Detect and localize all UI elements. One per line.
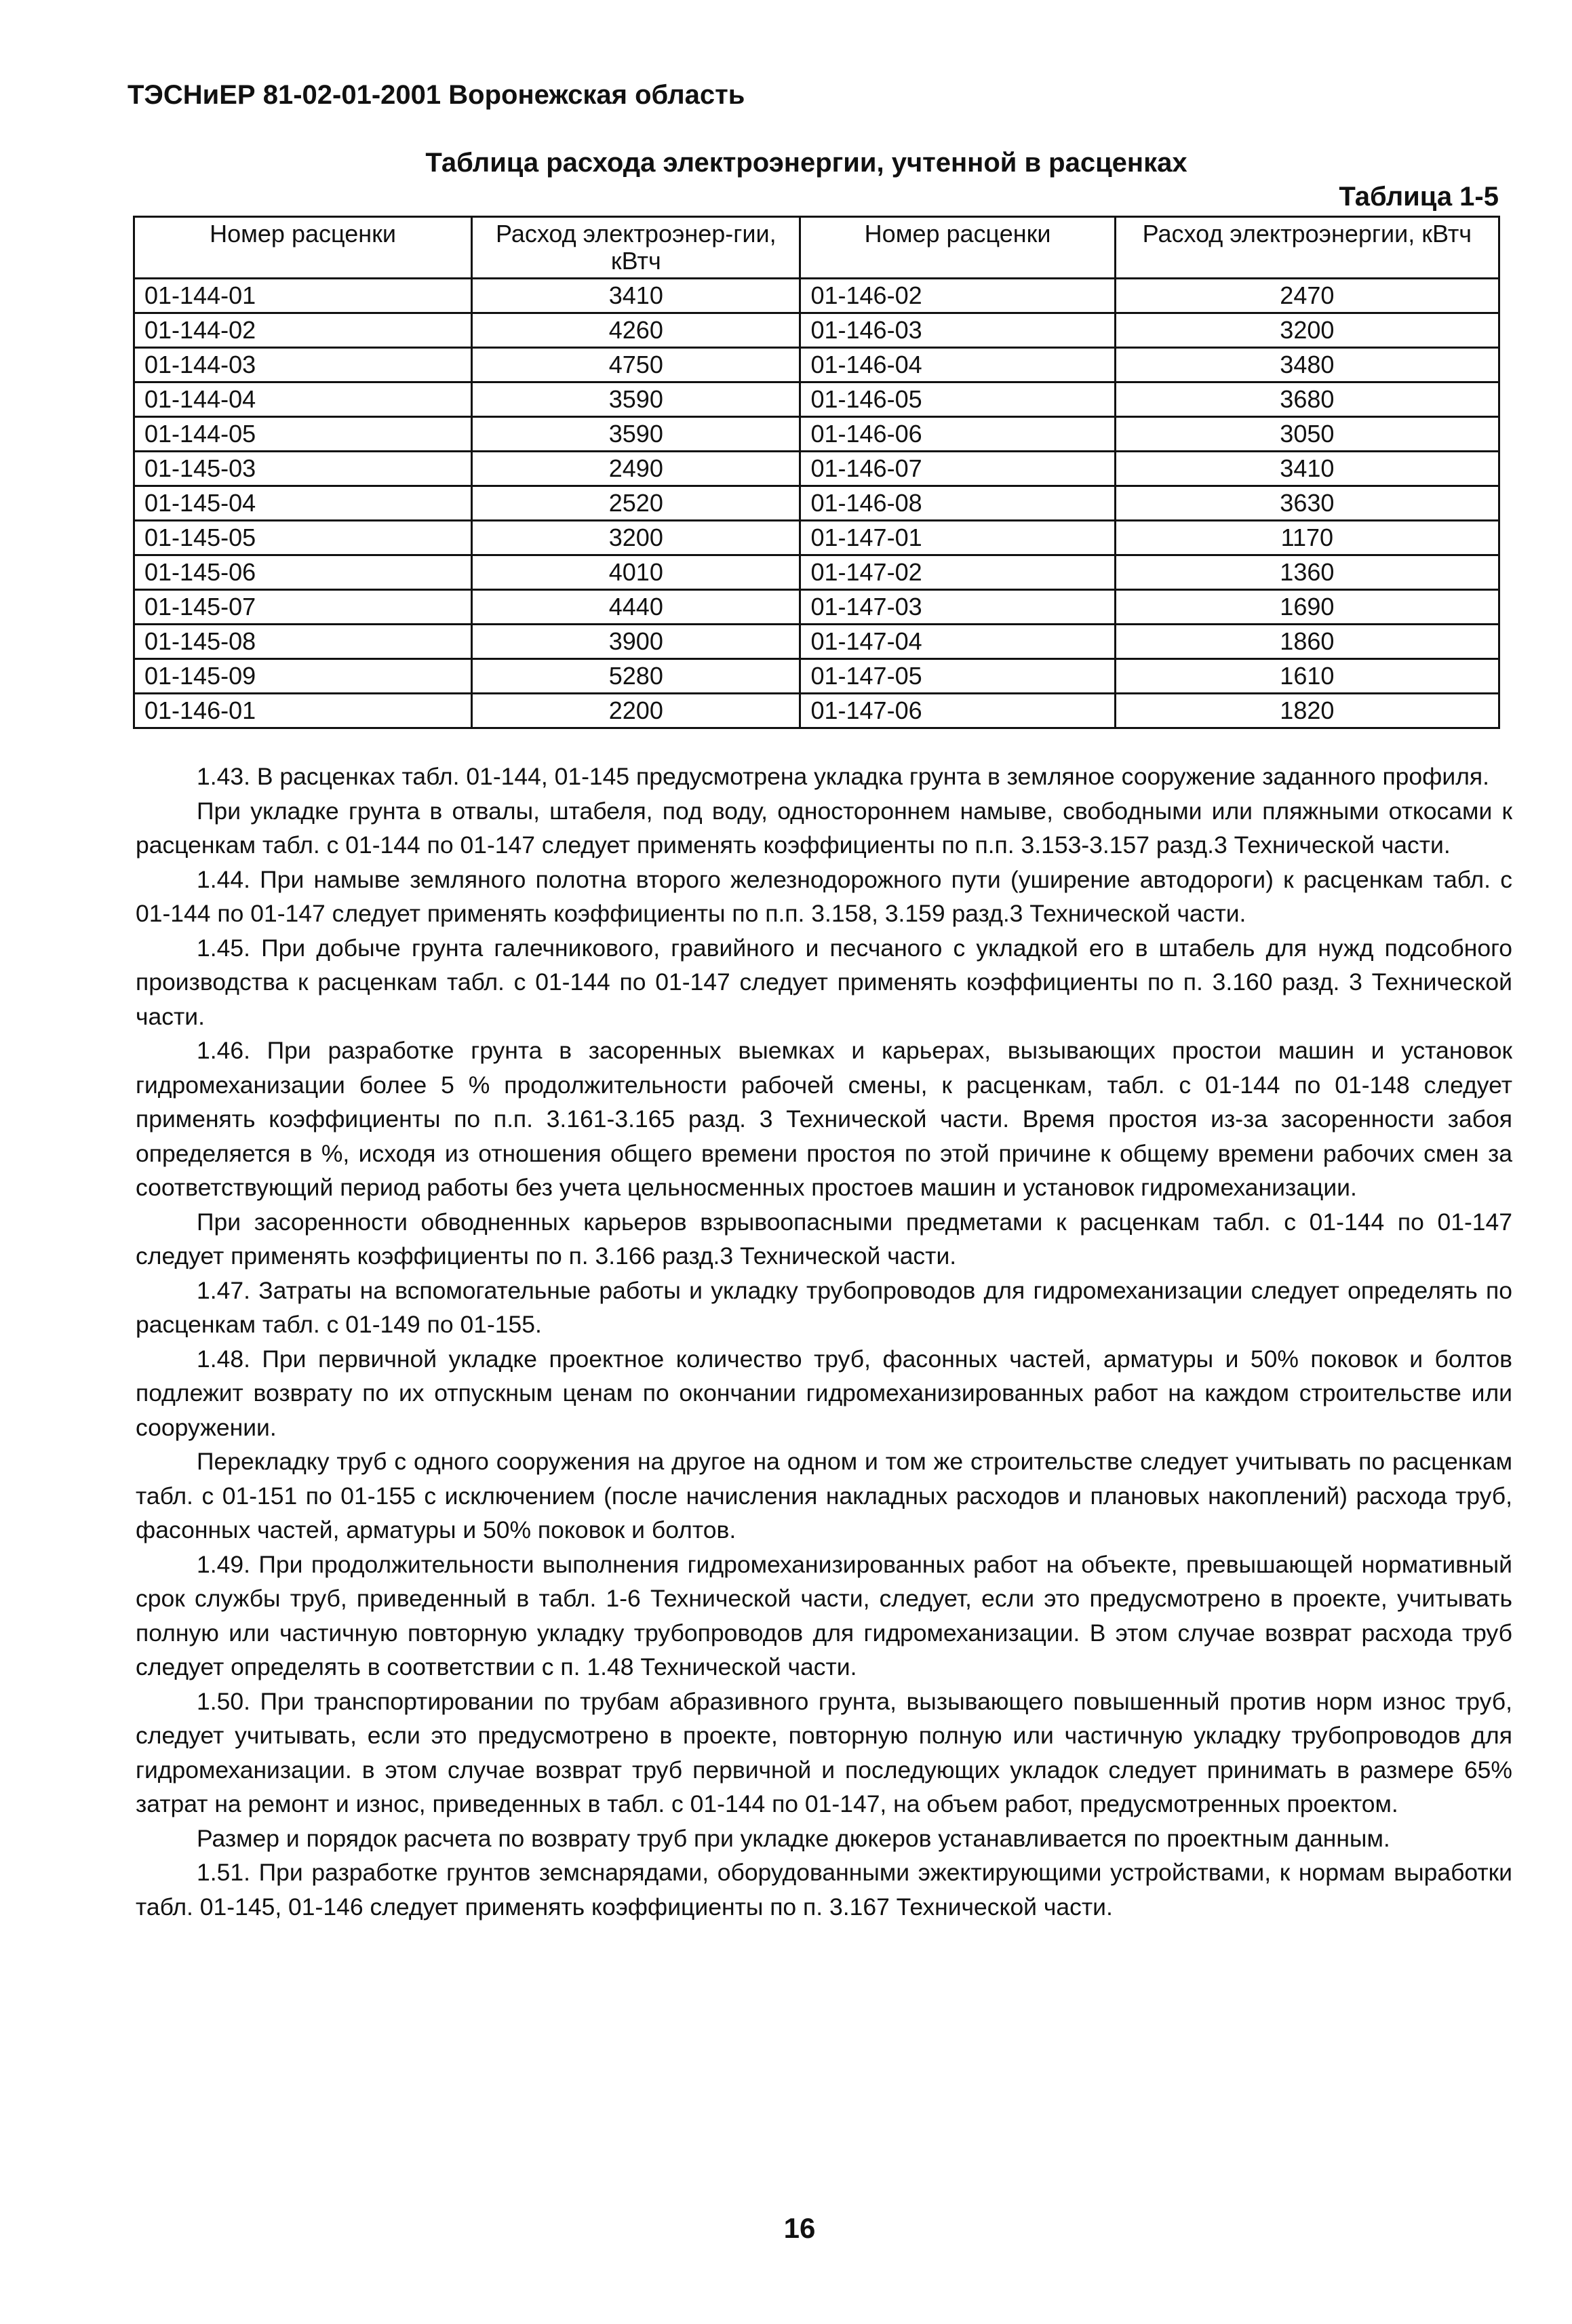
- consumption-cell: 1170: [1115, 521, 1499, 555]
- table-row: [134, 452, 1499, 486]
- column-header-rate-number: Номер расценки: [134, 217, 472, 279]
- column-header-consumption: Расход электроэнергии, кВтч: [1115, 217, 1499, 279]
- table-row: [134, 486, 1499, 521]
- body-text: [136, 760, 1512, 1924]
- document-header: ТЭСНиЕР 81-02-01-2001 Воронежская область: [127, 80, 745, 110]
- paragraph-1-50: 1.50. При транспортировании по трубам абразивного грунта, вызывающего повышенный против норм износ труб, следует учитывать, если это предусмотрено в проекте, повторную полную или частичную укладку трубопроводов для гидромеханизации. в этом случае возврат труб первичной и последующих укладок следует принимать в размере 65% затрат на ремонт и износ, приведенных в табл. с 01-144 по 01-147, на объем работ, предусмотренных проектом.: [136, 1687, 1512, 1817]
- table-number: Таблица 1-5: [1339, 182, 1499, 212]
- consumption-cell: 3410: [472, 279, 800, 313]
- table-row: [134, 625, 1499, 659]
- rate-number-cell: 01-147-04: [800, 625, 1115, 659]
- table-row: [134, 382, 1499, 417]
- consumption-cell: 4750: [472, 348, 800, 382]
- table-row: [134, 521, 1499, 555]
- rate-number-cell: 01-146-08: [800, 486, 1115, 521]
- table-row: [134, 555, 1499, 590]
- paragraph-1-43: 1.43. В расценках табл. 01-144, 01-145 предусмотрена укладка грунта в земляное сооружение заданного профиля.: [197, 763, 1490, 790]
- rate-number-cell: 01-144-05: [134, 417, 472, 452]
- rate-number-cell: 01-146-06: [800, 417, 1115, 452]
- paragraph-1-48-relaying: Перекладку труб с одного сооружения на другое на одном и том же строительстве следует учитывать по расценкам табл. с 01-151 по 01-155 с исключением (после начисления накладных расходов и плановых накоплений) расхода труб, фасонных частей, арматуры и 50% поковок и болтов.: [136, 1448, 1512, 1543]
- consumption-cell: 3590: [472, 417, 800, 452]
- consumption-cell: 4010: [472, 555, 800, 590]
- consumption-cell: 2470: [1115, 279, 1499, 313]
- rate-number-cell: 01-147-05: [800, 659, 1115, 694]
- consumption-cell: 2200: [472, 694, 800, 728]
- consumption-cell: 1360: [1115, 555, 1499, 590]
- rate-number-cell: 01-144-02: [134, 313, 472, 348]
- rate-number-cell: 01-144-03: [134, 348, 472, 382]
- consumption-cell: 2490: [472, 452, 800, 486]
- rate-number-cell: 01-147-01: [800, 521, 1115, 555]
- table-header-row: [134, 217, 1499, 279]
- paragraph-1-49: 1.49. При продолжительности выполнения гидромеханизированных работ на объекте, превышающей нормативный срок службы труб, приведенный в табл. 1-6 Технической части, следует, если это предусмотрено в проекте, учитывать полную или частичную повторную укладку трубопроводов для гидромеханизации. В этом случае возврат расхода труб следует определять в соответствии с п. 1.48 Технической части.: [136, 1550, 1512, 1680]
- consumption-cell: 3410: [1115, 452, 1499, 486]
- consumption-cell: 3680: [1115, 382, 1499, 417]
- paragraph-1-48: 1.48. При первичной укладке проектное количество труб, фасонных частей, арматуры и 50% поковок и болтов подлежит возврату по их отпускным ценам по окончании гидромеханизированных работ на каждом строительстве или сооружении.: [136, 1345, 1512, 1441]
- consumption-cell: 1610: [1115, 659, 1499, 694]
- consumption-cell: 1820: [1115, 694, 1499, 728]
- consumption-cell: 1690: [1115, 590, 1499, 625]
- column-header-consumption: Расход электроэнер-гии, кВтч: [472, 217, 800, 279]
- paragraph-1-46-explosives: При засоренности обводненных карьеров взрывоопасными предметами к расценкам табл. с 01-144 по 01-147 следует применять коэффициенты по п. 3.166 разд.3 Технической части.: [136, 1208, 1512, 1269]
- consumption-cell: 3050: [1115, 417, 1499, 452]
- rate-number-cell: 01-147-06: [800, 694, 1115, 728]
- rate-number-cell: 01-144-01: [134, 279, 472, 313]
- rate-number-cell: 01-146-01: [134, 694, 472, 728]
- consumption-cell: 1860: [1115, 625, 1499, 659]
- rate-number-cell: 01-145-07: [134, 590, 472, 625]
- rate-number-cell: 01-146-07: [800, 452, 1115, 486]
- consumption-cell: 3200: [472, 521, 800, 555]
- table-row: [134, 279, 1499, 313]
- rate-number-cell: 01-145-03: [134, 452, 472, 486]
- rate-number-cell: 01-146-02: [800, 279, 1115, 313]
- paragraph-1-46: 1.46. При разработке грунта в засоренных выемках и карьерах, вызывающих простои машин и установок гидромеханизации более 5 % продолжительности рабочей смены, к расценкам, табл. с 01-144 по 01-148 следует применять коэффициенты по п.п. 3.161-3.165 разд. 3 Технической части. Время простоя из-за засоренности забоя определяется в %, исходя из отношения общего времени простоя по этой причине к общему времени рабочих смен за соответствующий период работы без учета цельносменных простоев машин и установок гидромеханизации.: [136, 1037, 1512, 1201]
- consumption-cell: 4260: [472, 313, 800, 348]
- paragraph-1-50-dukers: Размер и порядок расчета по возврату труб при укладке дюкеров устанавливается по проектным данным.: [197, 1824, 1390, 1852]
- table-row: [134, 417, 1499, 452]
- rate-number-cell: 01-145-09: [134, 659, 472, 694]
- rate-number-cell: 01-145-08: [134, 625, 472, 659]
- rate-number-cell: 01-147-03: [800, 590, 1115, 625]
- paragraph-1-44: 1.44. При намыве земляного полотна второго железнодорожного пути (уширение автодороги) к расценкам табл. с 01-144 по 01-147 следует применять коэффициенты по п.п. 3.158, 3.159 разд.3 Технической части.: [136, 865, 1512, 927]
- paragraph-1-47: 1.47. Затраты на вспомогательные работы и укладку трубопроводов для гидромеханизации следует определять по расценкам табл. с 01-149 по 01-155.: [136, 1276, 1512, 1338]
- paragraph-1-43-dumps: При укладке грунта в отвалы, штабеля, под воду, одностороннем намыве, свободными или пляжными откосами к расценкам табл. с 01-144 по 01-147 следует применять коэффициенты по п.п. 3.153-3.157 разд.3 Технической части.: [136, 797, 1512, 859]
- table-row: [134, 590, 1499, 625]
- consumption-cell: 3900: [472, 625, 800, 659]
- table-row: [134, 659, 1499, 694]
- consumption-cell: 3200: [1115, 313, 1499, 348]
- rate-number-cell: 01-145-04: [134, 486, 472, 521]
- table-row: [134, 694, 1499, 728]
- rate-number-cell: 01-145-05: [134, 521, 472, 555]
- paragraph-1-45: 1.45. При добыче грунта галечникового, гравийного и песчаного с укладкой его в штабель для нужд подсобного производства к расценкам табл. с 01-144 по 01-147 следует применять коэффициенты по п. 3.160 разд. 3 Технической части.: [136, 934, 1512, 1030]
- consumption-cell: 3630: [1115, 486, 1499, 521]
- consumption-cell: 4440: [472, 590, 800, 625]
- rate-number-cell: 01-146-05: [800, 382, 1115, 417]
- consumption-cell: 5280: [472, 659, 800, 694]
- rate-number-cell: 01-144-04: [134, 382, 472, 417]
- electricity-consumption-table: [133, 216, 1500, 729]
- table-title: Таблица расхода электроэнергии, учтенной в расценках: [425, 148, 1187, 178]
- consumption-cell: 2520: [472, 486, 800, 521]
- rate-number-cell: 01-146-04: [800, 348, 1115, 382]
- column-header-rate-number: Номер расценки: [800, 217, 1115, 279]
- table-row: [134, 348, 1499, 382]
- consumption-cell: 3480: [1115, 348, 1499, 382]
- rate-number-cell: 01-147-02: [800, 555, 1115, 590]
- rate-number-cell: 01-146-03: [800, 313, 1115, 348]
- consumption-cell: 3590: [472, 382, 800, 417]
- rate-number-cell: 01-145-06: [134, 555, 472, 590]
- table-row: [134, 313, 1499, 348]
- page-number: 16: [783, 2212, 816, 2244]
- paragraph-1-51: 1.51. При разработке грунтов земснарядами, оборудованными эжектирующими устройствами, к нормам выработки табл. 01-145, 01-146 следует применять коэффициенты по п. 3.167 Технической части.: [136, 1859, 1512, 1921]
